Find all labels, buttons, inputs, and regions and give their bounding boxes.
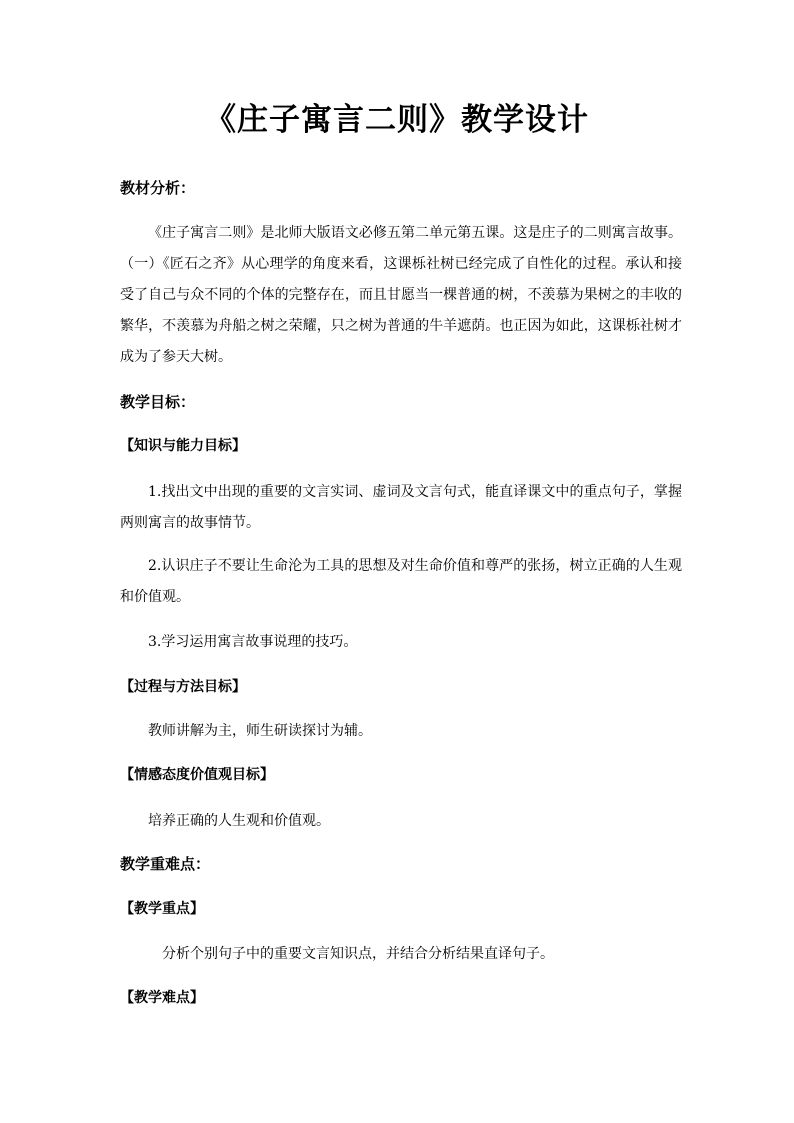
focus-text: 分析个别句子中的重要文言知识点，并结合分析结果直译句子。 (162, 946, 554, 962)
goals-heading: 教学目标： (120, 393, 196, 411)
difficulty-heading: 【教学难点】 (120, 990, 204, 1006)
analysis-heading: 教材分析： (120, 179, 196, 197)
focus-heading: 【教学重点】 (120, 901, 204, 917)
emotion-goals-heading: 【情感态度价值观目标】 (120, 767, 274, 783)
knowledge-goals-heading: 【知识与能力目标】 (120, 438, 246, 454)
analysis-paragraph: 《庄子寓言二则》是北师大版语文必修五第二单元第五课。这是庄子的二则寓言故事。（一）《匠石之齐》从心理学的角度来看，这课栎社树已经完成了自性化的过程。承认和接受了自己与众不同的个体的完整存在，而且甘愿当一棵普通的树，不羡慕为果树之的丰收的繁华，不羡慕为舟船之树之荣耀，只之树为普通的牛羊遮荫。也正因为如此，这课栎社树才成为了参天大树。 (120, 225, 682, 365)
document-title: 《庄子寓言二则》教学设计 (205, 102, 589, 138)
knowledge-goal-item: 3.学习运用寓言故事说理的技巧。 (148, 634, 358, 650)
process-goals-heading: 【过程与方法目标】 (120, 679, 246, 695)
keypoints-heading: 教学重难点： (120, 855, 211, 873)
knowledge-goal-item: 2.认识庄子不要让生命沦为工具的思想及对生命价值和尊严的张扬，树立正确的人生观和价值观。 (120, 558, 682, 605)
process-goals-text: 教师讲解为主，师生研读探讨为辅。 (148, 723, 372, 739)
emotion-goals-text: 培养正确的人生观和价值观。 (148, 813, 330, 829)
knowledge-goal-item: 1.找出文中出现的重要的文言实词、虚词及文言句式，能直译课文中的重点句子，掌握两则寓言的故事情节。 (120, 484, 682, 531)
